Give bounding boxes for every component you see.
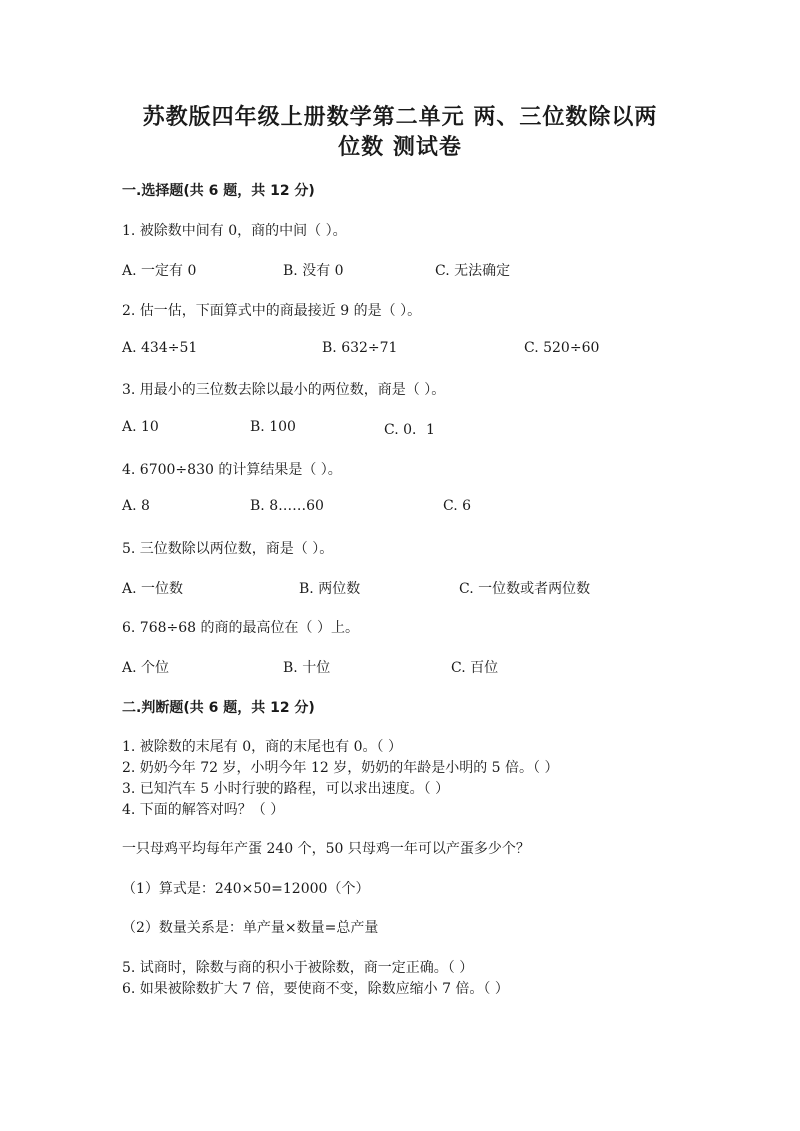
- judgement-item: 6. 如果被除数扩大 7 倍，要使商不变，除数应缩小 7 倍。（ ）: [122, 981, 509, 997]
- question-stem: 6. 768÷68 的商的最高位在（ ）上。: [122, 620, 359, 636]
- option-c: C. 0．1: [384, 422, 435, 438]
- option-a: A. 434÷51: [122, 340, 198, 356]
- option-c: C. 520÷60: [524, 340, 600, 356]
- option-c: C. 6: [443, 498, 472, 514]
- question-stem: 2. 估一估，下面算式中的商最接近 9 的是（ ）。: [122, 303, 422, 319]
- option-a: A. 一位数: [122, 581, 184, 597]
- section2-heading: 二.判断题(共 6 题，共 12 分): [122, 700, 315, 716]
- option-a: A. 个位: [122, 660, 170, 676]
- judgement-item: 2. 奶奶今年 72 岁，小明今年 12 岁，奶奶的年龄是小明的 5 倍。（ ）: [122, 760, 559, 776]
- question-stem: 1. 被除数中间有 0，商的中间（ ）。: [122, 223, 347, 239]
- judgement-item: 5. 试商时，除数与商的积小于被除数，商一定正确。（ ）: [122, 960, 474, 976]
- option-b: B. 没有 0: [283, 263, 344, 279]
- option-a: A. 10: [122, 419, 159, 435]
- page-title-line1: 苏教版四年级上册数学第二单元 两、三位数除以两: [142, 105, 658, 130]
- judgement-item: 3. 已知汽车 5 小时行驶的路程，可以求出速度。（ ）: [122, 781, 450, 797]
- option-c: C. 一位数或者两位数: [459, 581, 591, 597]
- option-b: B. 8……60: [250, 498, 324, 514]
- judgement-item: 4. 下面的解答对吗？（ ）: [122, 802, 285, 818]
- judgement-item: 1. 被除数的末尾有 0，商的末尾也有 0。（ ）: [122, 739, 402, 755]
- page-title-line2: 位数 测试卷: [338, 135, 462, 160]
- option-b: B. 十位: [283, 660, 331, 676]
- option-b: B. 两位数: [299, 581, 361, 597]
- solution-step: （2）数量关系是：单产量×数量=总产量: [122, 920, 379, 936]
- problem-text: 一只母鸡平均每年产蛋 240 个，50 只母鸡一年可以产蛋多少个？: [122, 841, 530, 857]
- option-a: A. 一定有 0: [122, 263, 197, 279]
- option-c: C. 无法确定: [435, 263, 511, 279]
- solution-step: （1）算式是：240×50=12000（个）: [122, 881, 370, 897]
- option-b: B. 100: [250, 419, 296, 435]
- question-stem: 4. 6700÷830 的计算结果是（ ）。: [122, 462, 342, 478]
- question-stem: 5. 三位数除以两位数，商是（ ）。: [122, 541, 334, 557]
- option-a: A. 8: [122, 498, 150, 514]
- section1-heading: 一.选择题(共 6 题，共 12 分): [122, 183, 315, 199]
- option-c: C. 百位: [451, 660, 499, 676]
- option-b: B. 632÷71: [322, 340, 398, 356]
- question-stem: 3. 用最小的三位数去除以最小的两位数，商是（ ）。: [122, 382, 446, 398]
